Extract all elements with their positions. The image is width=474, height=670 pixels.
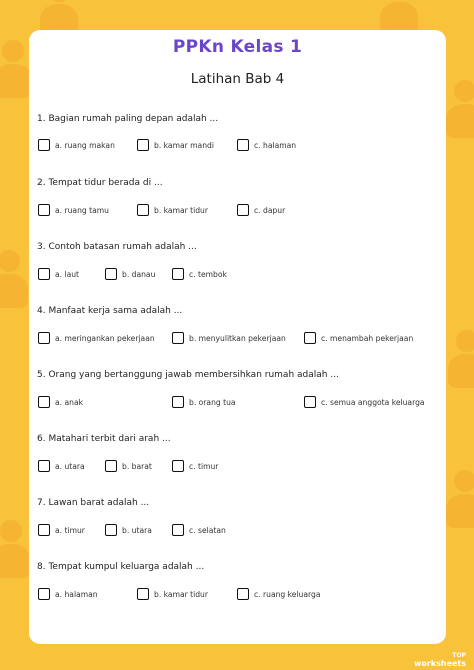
question-text: 7. Lawan barat adalah ... <box>37 498 150 508</box>
option-label: a. laut <box>55 269 80 279</box>
checkbox[interactable] <box>172 460 184 472</box>
option-label: a. ruang makan <box>55 140 115 150</box>
option-label: c. menambah pekerjaan <box>321 333 414 343</box>
background-figure-icon <box>448 330 474 390</box>
checkbox[interactable] <box>172 524 184 536</box>
option-label: a. timur <box>55 525 85 535</box>
brand-logo-top: TOP <box>452 652 466 659</box>
checkbox[interactable] <box>304 332 316 344</box>
checkbox[interactable] <box>137 588 149 600</box>
answer-option[interactable] <box>137 587 208 601</box>
answer-option[interactable] <box>38 138 115 152</box>
answer-option[interactable] <box>105 267 155 281</box>
checkbox[interactable] <box>172 332 184 344</box>
background-figure-icon <box>446 80 474 140</box>
option-label: c. timur <box>189 461 219 471</box>
answer-option[interactable] <box>137 203 208 217</box>
question-text: 2. Tempat tidur berada di ... <box>37 178 163 188</box>
brand-logo <box>414 652 466 668</box>
question-text: 5. Orang yang bertanggung jawab membersihkan rumah adalah ... <box>37 370 339 380</box>
checkbox[interactable] <box>137 204 149 216</box>
background-figure-icon <box>446 470 474 530</box>
answer-option[interactable] <box>237 138 296 152</box>
answer-option[interactable] <box>38 203 109 217</box>
option-label: b. barat <box>122 461 152 471</box>
option-label: c. ruang keluarga <box>254 589 321 599</box>
checkbox[interactable] <box>38 139 50 151</box>
option-label: c. selatan <box>189 525 226 535</box>
worksheet-title: PPKn Kelas 1 <box>172 37 303 57</box>
option-label: b. kamar tidur <box>154 589 208 599</box>
answer-option[interactable] <box>38 267 79 281</box>
checkbox[interactable] <box>38 268 50 280</box>
checkbox[interactable] <box>237 588 249 600</box>
checkbox[interactable] <box>38 396 50 408</box>
answer-option[interactable] <box>172 267 227 281</box>
option-label: c. tembok <box>189 269 227 279</box>
checkbox[interactable] <box>137 139 149 151</box>
answer-option[interactable] <box>38 331 155 345</box>
question-text: 3. Contoh batasan rumah adalah ... <box>37 242 197 252</box>
option-label: c. dapur <box>254 205 286 215</box>
answer-option[interactable] <box>105 523 152 537</box>
checkbox[interactable] <box>38 332 50 344</box>
checkbox[interactable] <box>105 524 117 536</box>
background-figure-icon <box>0 250 30 310</box>
answer-option[interactable] <box>38 459 85 473</box>
option-label: b. kamar tidur <box>154 205 208 215</box>
checkbox[interactable] <box>172 396 184 408</box>
checkbox[interactable] <box>105 268 117 280</box>
checkbox[interactable] <box>105 460 117 472</box>
option-label: b. kamar mandi <box>154 140 214 150</box>
question-text: 8. Tempat kumpul keluarga adalah ... <box>37 562 205 572</box>
answer-option[interactable] <box>304 395 425 409</box>
checkbox[interactable] <box>237 139 249 151</box>
answer-option[interactable] <box>237 203 285 217</box>
checkbox[interactable] <box>172 268 184 280</box>
option-label: a. meringankan pekerjaan <box>55 333 155 343</box>
background-figure-icon <box>40 0 80 30</box>
option-label: b. danau <box>122 269 156 279</box>
answer-option[interactable] <box>105 459 152 473</box>
checkbox[interactable] <box>237 204 249 216</box>
answer-option[interactable] <box>172 331 286 345</box>
checkbox[interactable] <box>38 524 50 536</box>
option-label: b. utara <box>122 525 152 535</box>
option-label: c. semua anggota keluarga <box>321 397 425 407</box>
option-label: b. orang tua <box>189 397 236 407</box>
worksheet-card <box>29 30 446 644</box>
option-label: a. halaman <box>55 589 98 599</box>
option-label: a. anak <box>55 397 83 407</box>
checkbox[interactable] <box>304 396 316 408</box>
checkbox[interactable] <box>38 588 50 600</box>
question-text: 4. Manfaat kerja sama adalah ... <box>37 306 183 316</box>
checkbox[interactable] <box>38 460 50 472</box>
background-figure-icon <box>380 0 420 28</box>
question-text: 6. Matahari terbit dari arah ... <box>37 434 171 444</box>
option-label: c. halaman <box>254 140 297 150</box>
option-label: b. menyulitkan pekerjaan <box>189 333 286 343</box>
answer-option[interactable] <box>38 587 98 601</box>
option-label: a. ruang tamu <box>55 205 109 215</box>
answer-option[interactable] <box>137 138 214 152</box>
answer-option[interactable] <box>172 523 226 537</box>
answer-option[interactable] <box>304 331 413 345</box>
answer-option[interactable] <box>172 395 236 409</box>
question-text: 1. Bagian rumah paling depan adalah ... <box>37 114 219 124</box>
answer-option[interactable] <box>172 459 218 473</box>
checkbox[interactable] <box>38 204 50 216</box>
worksheet-subtitle: Latihan Bab 4 <box>190 71 285 87</box>
answer-option[interactable] <box>38 395 83 409</box>
option-label: a. utara <box>55 461 85 471</box>
answer-option[interactable] <box>38 523 85 537</box>
background-figure-icon <box>0 520 32 580</box>
answer-option[interactable] <box>237 587 320 601</box>
brand-logo-name: worksheets <box>413 659 466 668</box>
